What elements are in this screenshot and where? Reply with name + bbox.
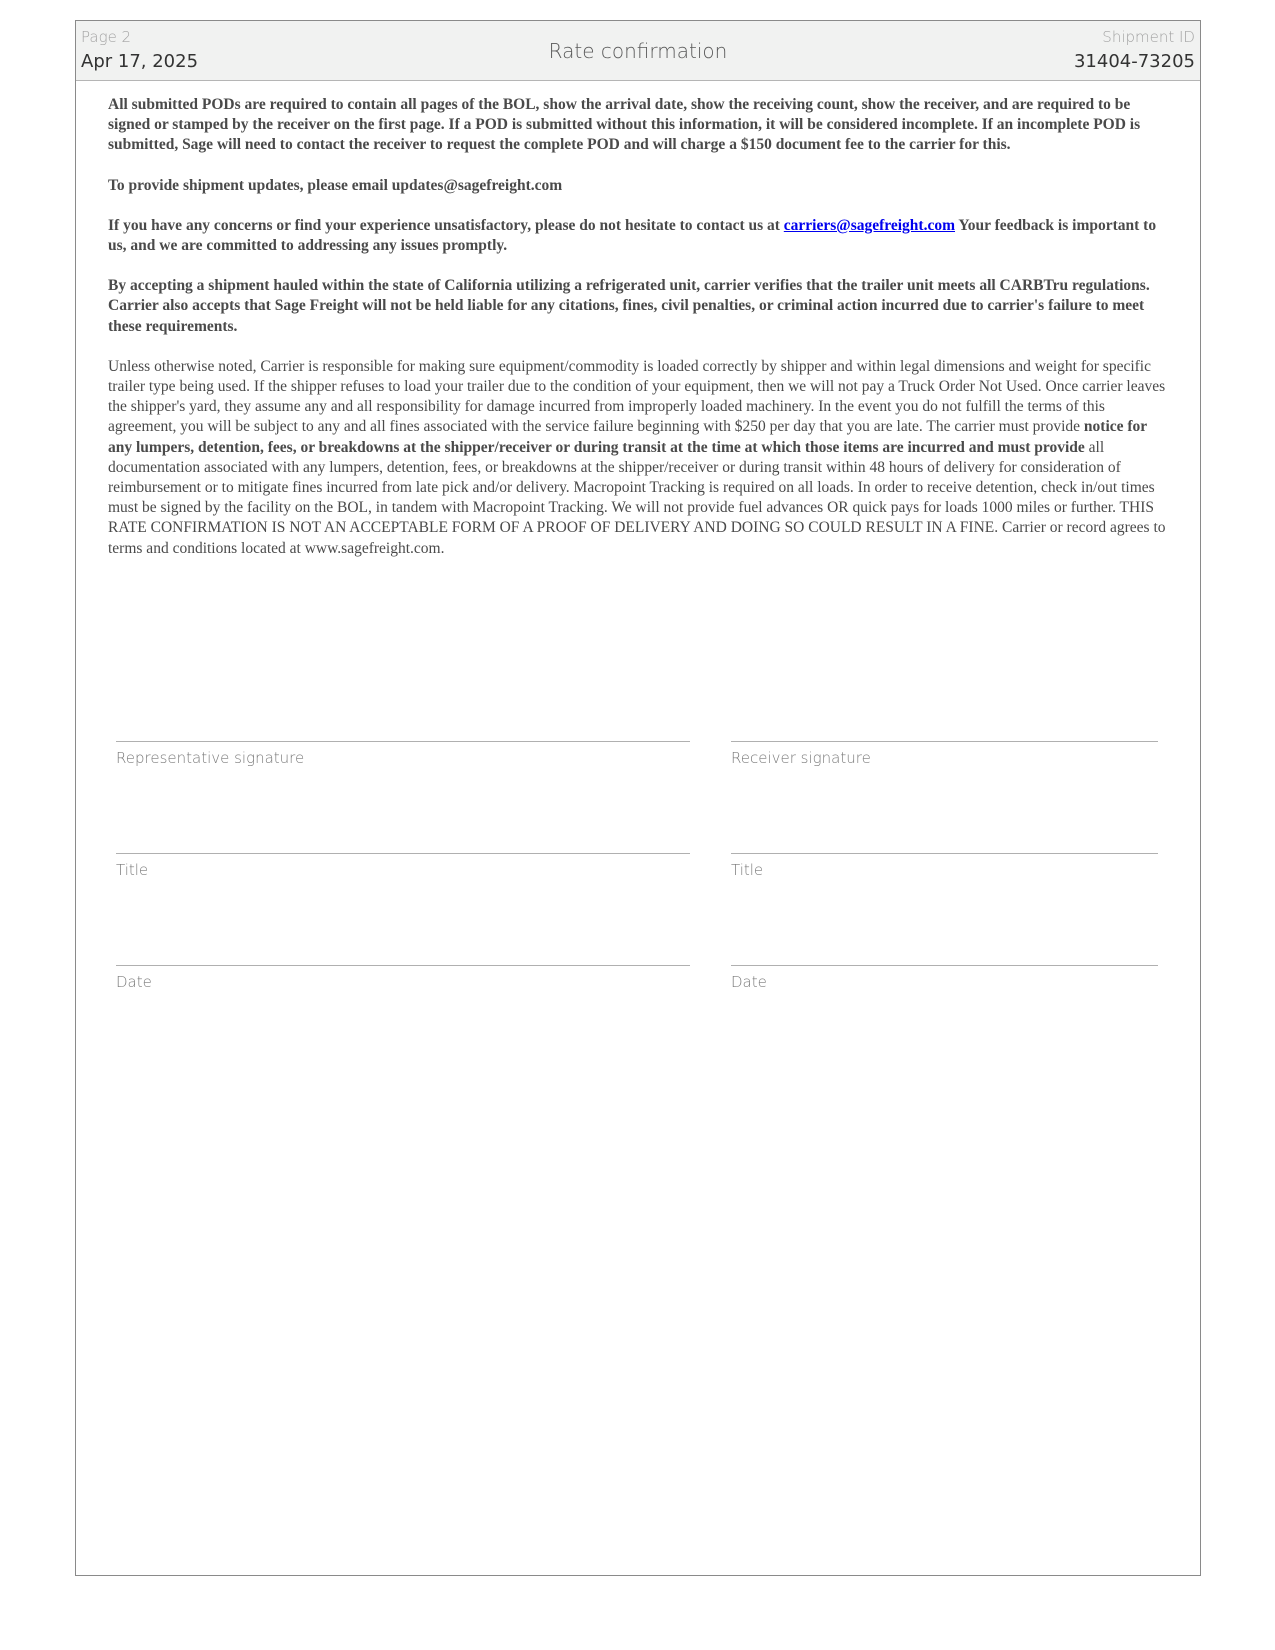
shipment-id-label: Shipment ID <box>1102 28 1195 46</box>
representative-date-line[interactable] <box>116 965 690 966</box>
terms-text-part2: all documentation associated with any lumpers, detention, fees, or breakdowns at the shipper/receiver or during transit within 48 hours of delivery for consideration of reimbursement or to mitigate fines incurred from late pick and/or delivery. Macropoint Tracking is required on all loads. In order to receive detention, check in/out times must be signed by the facility on the BOL, in tandem with Macropoint Tracking. We will not provide fuel advances OR quick pays for loads 1000 miles or further. THIS RATE CONFIRMATION IS NOT AN ACCEPTABLE FORM OF A PROOF OF DELIVERY AND DOING SO COULD RESULT IN A FINE. Carrier or record agrees to terms and conditions located at www.sagefreight.com. <box>108 438 1166 557</box>
receiver-signature-block <box>731 741 1158 991</box>
receiver-title-line[interactable] <box>731 853 1158 854</box>
document-date: Apr 17, 2025 <box>81 51 199 72</box>
concerns-text-before: If you have any concerns or find your experience unsatisfactory, please do not hesitate to contact us at <box>108 216 784 234</box>
concerns-paragraph <box>108 216 1170 256</box>
california-carb-paragraph: By accepting a shipment hauled within the state of California utilizing a refrigerated unit, carrier verifies that the trailer unit meets all CARBTru regulations. Carrier also accepts that Sage Freight will not be held liable for any citations, fines, civil penalties, or criminal action incurred due to carrier's failure to meet these requirements. <box>108 277 1150 335</box>
terms-text-part1: Unless otherwise noted, Carrier is responsible for making sure equipment/commodity is loaded correctly by shipper and within legal dimensions and weight for specific trailer type being used. If the shipper refuses to load your trailer due to the condition of your equipment, then we will not pay a Truck Order Not Used. Once carrier leaves the shipper's yard, they assume any and all responsibility for damage incurred from improperly loaded machinery. In the event you do not fulfill the terms of this agreement, you will be subject to any and all fines associated with the service failure beginning with $250 per day that you are late. The carrier must provide <box>108 357 1166 436</box>
concerns-text-after: Your feedback is important to us, and we are committed to addressing any issues promptly. <box>108 216 1157 255</box>
document-title: Rate confirmation <box>548 39 728 63</box>
representative-date-label: Date <box>116 973 152 991</box>
page-header <box>76 21 1200 81</box>
receiver-signature-line[interactable] <box>731 741 1158 742</box>
carrier-terms-paragraph <box>108 357 1170 559</box>
receiver-date-label: Date <box>731 973 767 991</box>
shipment-id-value: 31404-73205 <box>1073 51 1195 72</box>
terms-text-bold: notice for any lumpers, detention, fees, or breakdowns at the shipper/receiver or during transit at the time at which those items are incurred and must provide <box>108 418 1147 456</box>
shipment-updates-paragraph: To provide shipment updates, please email updates@sagefreight.com <box>108 176 563 194</box>
representative-signature-label: Representative signature <box>116 749 305 767</box>
receiver-title-label: Title <box>731 861 764 879</box>
carriers-email-link[interactable]: carriers@sagefreight.com <box>783 216 956 234</box>
document-page <box>75 20 1201 1576</box>
terms-content <box>108 95 1170 579</box>
representative-signature-line[interactable] <box>116 741 690 742</box>
receiver-date-line[interactable] <box>731 965 1158 966</box>
page-number-label: Page 2 <box>81 28 132 46</box>
representative-title-label: Title <box>116 861 149 879</box>
representative-signature-block <box>116 741 690 991</box>
representative-title-line[interactable] <box>116 853 690 854</box>
receiver-signature-label: Receiver signature <box>731 749 871 767</box>
pod-requirements-paragraph: All submitted PODs are required to contain all pages of the BOL, show the arrival date, show the receiving count, show the receiver, and are required to be signed or stamped by the receiver on the first page. If a POD is submitted without this information, it will be considered incomplete. If an incomplete POD is submitted, Sage will need to contact the receiver to request the complete POD and will charge a $150 document fee to the carrier for this. <box>108 96 1141 154</box>
